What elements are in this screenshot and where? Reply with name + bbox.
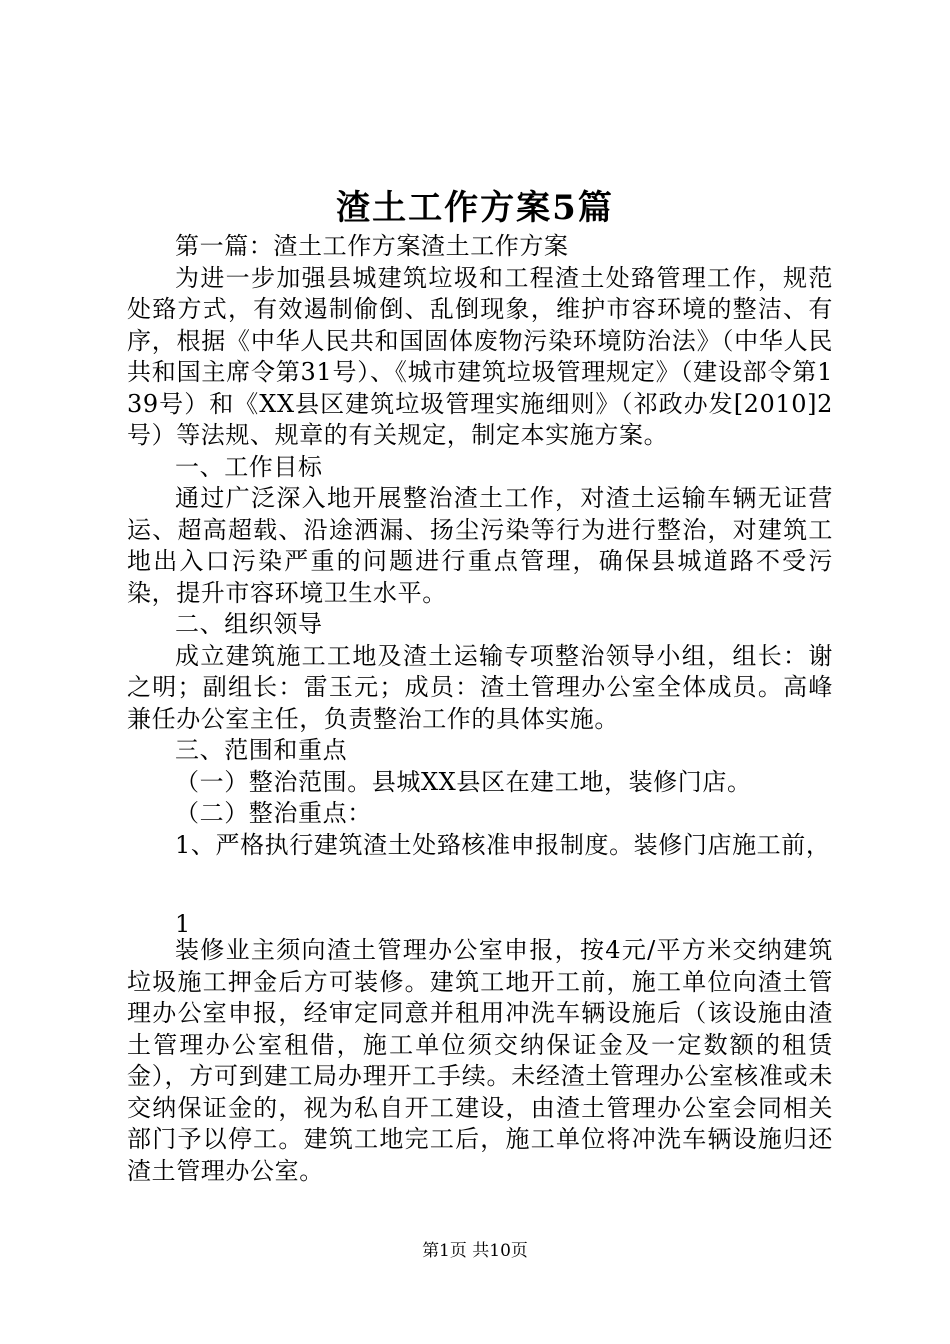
paragraph-scope-range: （一）整治范围。县城XX县区在建工地，装修门店。 [175, 767, 752, 796]
paragraph-heading-part-one: 第一篇：渣土工作方案渣土工作方案 [175, 232, 569, 260]
paragraph-scope-focus: （二）整治重点： [175, 799, 372, 827]
document-body-section-1 [127, 231, 833, 861]
paragraph-intro: 为进一步加强县城建筑垃圾和工程渣土处臵管理工作，规范处臵方式，有效遏制偷倒、乱倒现象，维护市容环境的整洁、有序，根据《中华人民共和国固体废物污染环境防治法》（中华人民共和国主席令第31号）、《城市建筑垃圾管理规定》（建设部令第139号）和《XX县区建筑垃圾管理实施细则》（祁政办发[2010]2号）等法规、规章的有关规定，制定本实施方案。 [127, 263, 833, 449]
heading-organization: 二、组织领导 [175, 610, 323, 638]
page-number-marker: 1 [175, 910, 191, 938]
paragraph-item-1-continued: 装修业主须向渣土管理办公室申报，按4元/平方米交纳建筑垃圾施工押金后方可装修。建筑工地开工前，施工单位向渣土管理办公室申报，经审定同意并租用冲洗车辆设施后（该设施由渣土管理办公室租借，施工单位须交纳保证金及一定数额的租赁金），方可到建工局办理开工手续。未经渣土管理办公室核准或未交纳保证金的，视为私自开工建设，由渣土管理办公室会同相关部门予以停工。建筑工地完工后，施工单位将冲洗车辆设施归还渣土管理办公室。 [127, 936, 833, 1185]
document-body-section-2 [127, 935, 833, 1187]
paragraph-item-1: 1、严格执行建筑渣土处臵核准申报制度。装修门店施工前， [175, 830, 831, 859]
page-footer: 第1页 共10页 [422, 1241, 528, 1261]
paragraph-organization: 成立建筑施工工地及渣土运输专项整治领导小组，组长：谢之明；副组长：雷玉元；成员：渣土管理办公室全体成员。高峰兼任办公室主任，负责整治工作的具体实施。 [127, 641, 833, 733]
paragraph-work-goal: 通过广泛深入地开展整治渣土工作，对渣土运输车辆无证营运、超高超载、沿途洒漏、扬尘污染等行为进行整治，对建筑工地出入口污染严重的问题进行重点管理，确保县城道路不受污染，提升市容环境卫生水平。 [127, 484, 833, 607]
document-title: 渣土工作方案5篇 [336, 188, 614, 228]
heading-scope: 三、范围和重点 [175, 736, 348, 764]
heading-work-goal: 一、工作目标 [175, 452, 323, 481]
